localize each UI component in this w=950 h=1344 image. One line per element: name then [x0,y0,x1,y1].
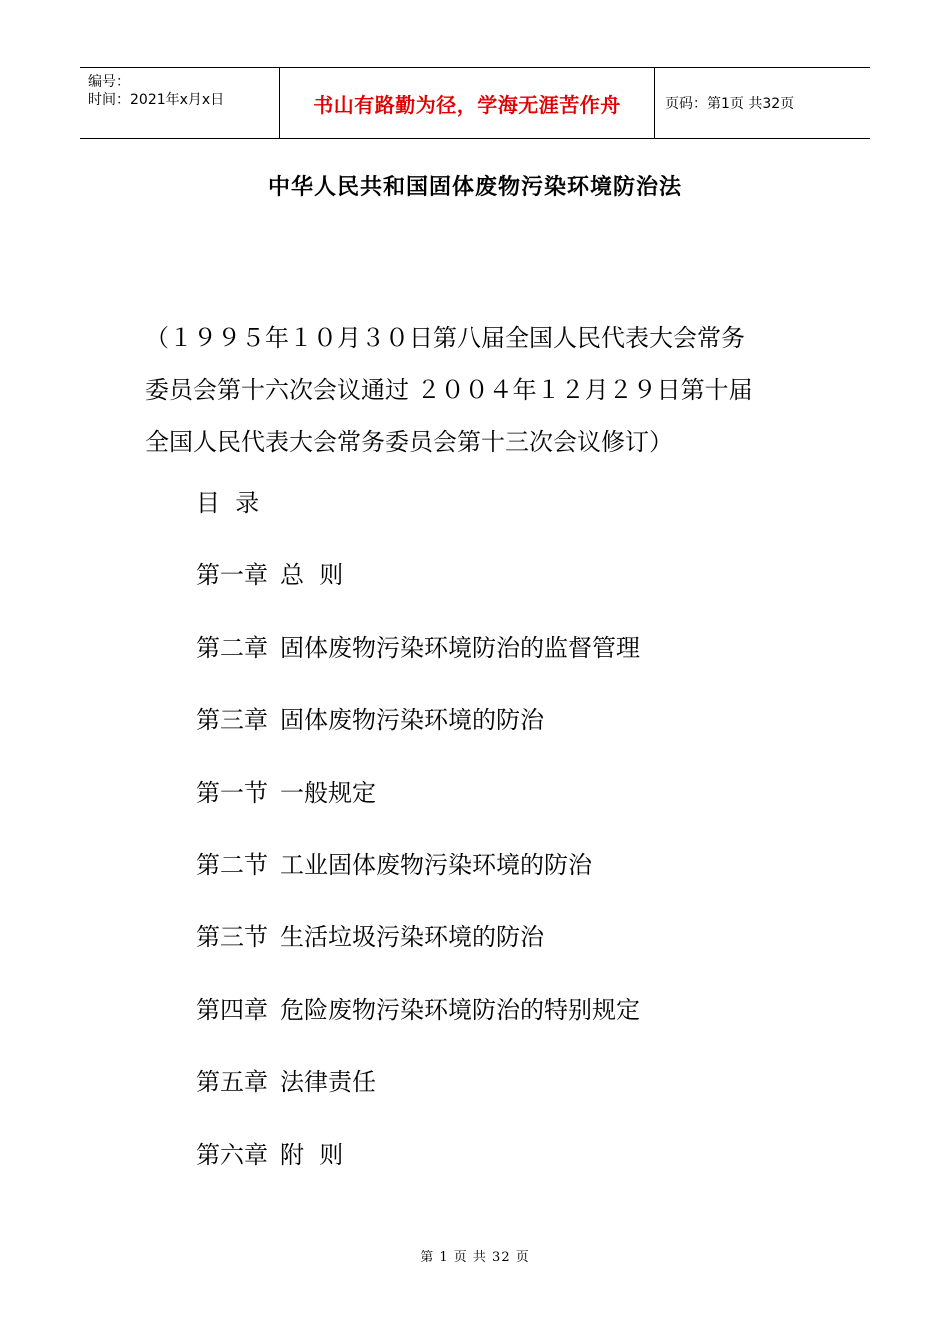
toc-chapter-title: 固体废物污染环境的防治 [280,706,544,735]
toc-section-title: 一般规定 [280,778,376,807]
toc-chapter-number: 第五章 [196,1068,268,1097]
toc-chapter-number: 第一章 [196,561,268,590]
toc-chapter-number: 第三章 [196,706,268,735]
time-label: 时间：2021年x月x日 [88,92,225,108]
page-header [80,67,870,139]
number-label: 编号： [88,74,130,90]
document-title: 中华人民共和国固体废物污染环境防治法 [267,175,682,200]
header-page-info: 页码：第1页 共32页 [665,96,795,112]
toc-heading: 目 录 [196,489,260,517]
header-motto: 书山有路勤为径，学海无涯苦作舟 [280,68,655,138]
toc-section-number: 第一节 [196,778,268,807]
preamble-line: 全国人民代表大会常务委员会第十三次会议修订） [145,428,673,456]
page-footer: 第 1 页 共 32 页 [420,1250,530,1265]
toc-entry[interactable] [196,842,836,914]
toc-section-number: 第二节 [196,850,268,879]
preamble-line: 委员会第十六次会议通过 ２００４年１２月２９日第十届 [145,376,753,404]
toc-section-title: 生活垃圾污染环境的防治 [280,923,544,952]
toc-entry[interactable] [196,1132,836,1204]
toc-entry[interactable] [196,770,836,842]
toc-chapter-number: 第二章 [196,633,268,662]
toc-chapter-title: 固体废物污染环境防治的监督管理 [280,633,640,662]
toc-chapter-number: 第六章 [196,1140,268,1169]
toc-entry[interactable] [196,552,836,624]
toc-entry[interactable] [196,625,836,697]
table-of-contents [196,480,836,1204]
toc-chapter-title: 危险废物污染环境防治的特别规定 [280,995,640,1024]
toc-chapter-title: 附 则 [280,1140,344,1169]
toc-chapter-title: 法律责任 [280,1068,376,1097]
toc-entry[interactable] [196,987,836,1059]
toc-chapter-number: 第四章 [196,995,268,1024]
toc-entry[interactable] [196,1059,836,1131]
preamble [145,312,825,468]
toc-section-number: 第三节 [196,923,268,952]
toc-section-title: 工业固体废物污染环境的防治 [280,850,592,879]
toc-entry[interactable] [196,697,836,769]
preamble-line: （１９９５年１０月３０日第八届全国人民代表大会常务 [145,324,745,352]
toc-chapter-title: 总 则 [280,561,344,590]
header-meta [80,68,280,138]
toc-entry[interactable] [196,914,836,986]
